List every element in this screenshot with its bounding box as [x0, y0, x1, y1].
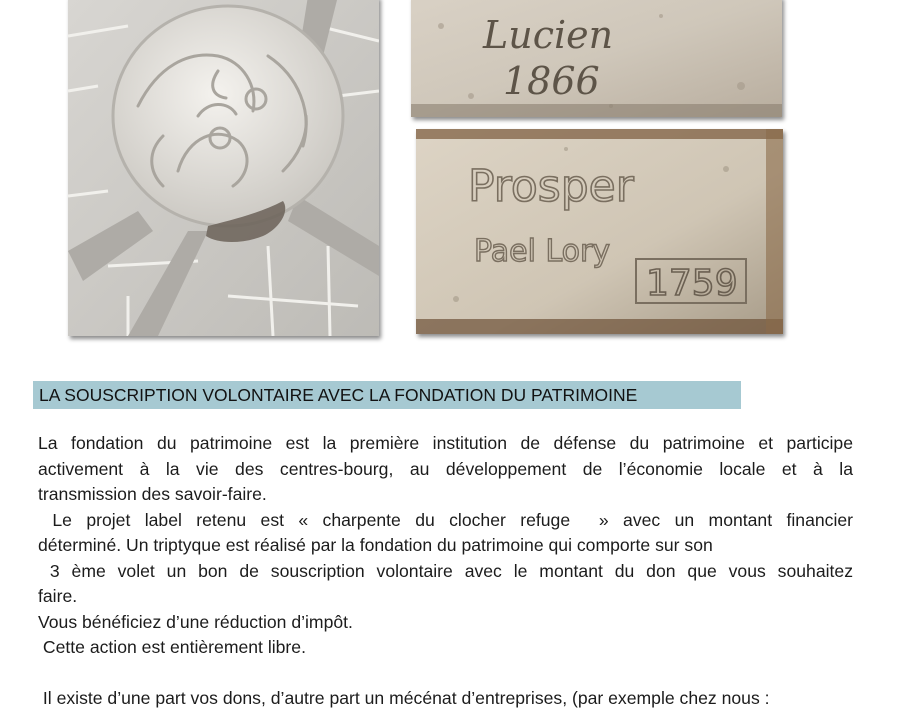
keystone-photo — [68, 0, 379, 336]
inscription-line2: Pael Lory — [474, 234, 611, 269]
paragraph-line: Vous bénéficiez d’une réduction d’impôt. — [38, 611, 353, 632]
paragraph-line: Il existe d’une part vos dons, d’autre part un mécénat d’entreprises, (par exemple chez nous : — [38, 687, 770, 708]
prosper-inscription-photo — [416, 129, 783, 334]
inscription-name: Lucien — [483, 13, 614, 57]
paragraph-gap — [38, 661, 853, 686]
paragraph-line: Le projet label retenu est « charpente du clocher refuge » avec un montant financier — [38, 509, 853, 530]
section-heading: LA SOUSCRIPTION VOLONTAIRE AVEC LA FONDATION DU PATRIMOINE — [33, 381, 741, 409]
engraved-stone-inscription-icon — [411, 0, 782, 117]
paragraph-line: déterminé. Un triptyque est réalisé par la fondation du patrimoine qui comporte sur son — [38, 535, 713, 555]
paragraph-line: Cette action est entièrement libre. — [38, 637, 306, 657]
paragraph-line: La fondation du patrimoine est la première institution de défense du patrimoine et participe — [38, 433, 853, 453]
paragraph-line: faire. — [38, 586, 78, 606]
lucien-inscription-photo — [411, 0, 782, 117]
paragraph-line: activement à la vie des centres-bourg, au développement de l’économie locale et à la — [38, 458, 853, 479]
inscription-year: 1759 — [646, 263, 738, 304]
inscription-line1: Prosper — [468, 161, 634, 212]
carved-keystone-boss-icon — [68, 0, 379, 336]
inscription-year: 1866 — [503, 59, 600, 103]
section-body — [38, 431, 853, 711]
paragraph-line: transmission des savoir-faire. — [38, 484, 267, 504]
paragraph-line: 3 ème volet un bon de souscription volontaire avec le montant du don que vous souhaitez — [38, 560, 853, 581]
engraved-stone-inscription-icon — [416, 129, 783, 334]
